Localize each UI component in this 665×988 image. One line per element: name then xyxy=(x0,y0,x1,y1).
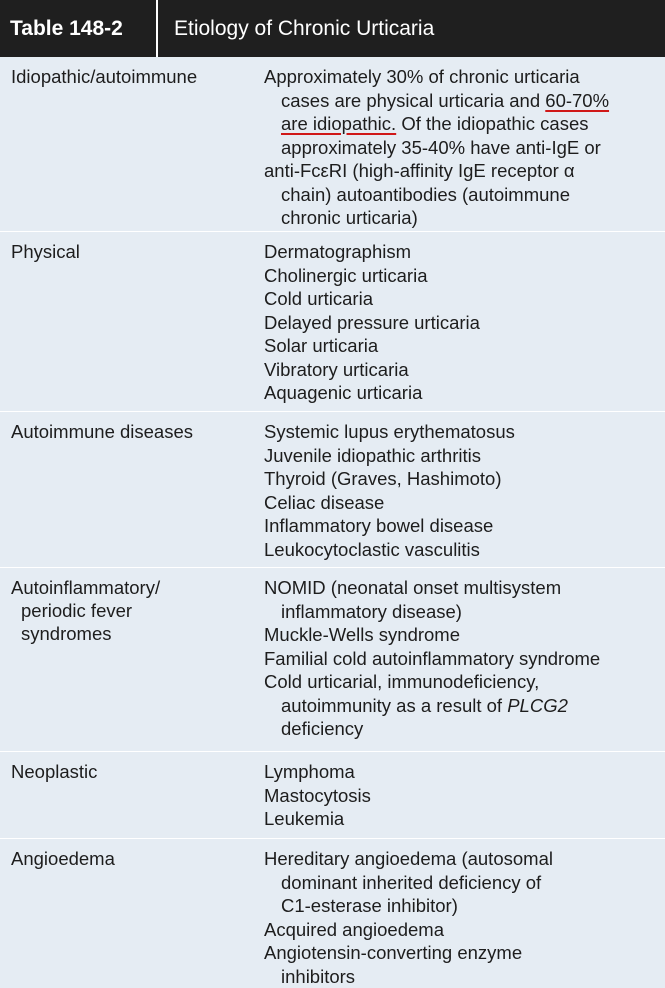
list-item: Acquired angioedema xyxy=(264,918,662,942)
text-line: Hereditary angioedema (autosomal xyxy=(264,847,662,871)
list-item: Vibratory urticaria xyxy=(264,358,662,382)
list-item: Systemic lupus erythematosus xyxy=(264,420,662,444)
category-cell xyxy=(11,760,241,783)
description-cell xyxy=(264,65,662,230)
text-line xyxy=(264,694,662,718)
highlighted-text: 60-70% xyxy=(545,90,609,111)
text-segment: autoimmunity as a result of xyxy=(281,695,502,716)
items-cell xyxy=(264,420,662,561)
description-text xyxy=(264,65,662,230)
category-cell xyxy=(11,576,241,645)
text-line: Cold urticarial, immunodeficiency, xyxy=(264,670,662,694)
gene-name: PLCG2 xyxy=(507,695,568,716)
list-item: Mastocytosis xyxy=(264,784,662,808)
category-cell xyxy=(11,65,241,88)
text-line xyxy=(264,89,662,113)
category-cell xyxy=(11,420,241,443)
text-line xyxy=(264,112,662,136)
category-cell xyxy=(11,240,241,263)
list-item xyxy=(264,670,662,741)
text-line: anti-FcεRI (high-affinity IgE receptor α xyxy=(264,159,662,183)
text-line: deficiency xyxy=(264,717,662,741)
items-cell xyxy=(264,847,662,988)
text-segment: Of the idiopathic cases xyxy=(401,113,588,134)
etiology-table xyxy=(0,57,665,985)
category-label: Neoplastic xyxy=(11,760,241,783)
text-line: chain) autoantibodies (autoimmune xyxy=(264,183,662,207)
table-row-angioedema xyxy=(0,839,665,985)
text-line: NOMID (neonatal onset multisystem xyxy=(264,576,662,600)
text-line: C1-esterase inhibitor) xyxy=(264,894,662,918)
category-label: Physical xyxy=(11,240,241,263)
list-item: Leukocytoclastic vasculitis xyxy=(264,538,662,562)
category-label: Autoimmune diseases xyxy=(11,420,241,443)
text-segment: cases are physical urticaria and xyxy=(281,90,540,111)
highlighted-text: are idiopathic. xyxy=(281,113,396,134)
table-row-neoplastic xyxy=(0,752,665,839)
text-line: Angiotensin-converting enzyme xyxy=(264,941,662,965)
table-row-autoimmune xyxy=(0,412,665,568)
text-line: inhibitors xyxy=(264,965,662,988)
list-item: Cholinergic urticaria xyxy=(264,264,662,288)
table-row-autoinflammatory xyxy=(0,568,665,752)
list-item: Cold urticaria xyxy=(264,287,662,311)
text-line: inflammatory disease) xyxy=(264,600,662,624)
list-item: Delayed pressure urticaria xyxy=(264,311,662,335)
category-label: periodic fever xyxy=(11,599,241,622)
list-item: Celiac disease xyxy=(264,491,662,515)
list-item: Inflammatory bowel disease xyxy=(264,514,662,538)
text-line: approximately 35-40% have anti-IgE or xyxy=(264,136,662,160)
items-cell xyxy=(264,576,662,741)
list-item: Dermatographism xyxy=(264,240,662,264)
category-label: syndromes xyxy=(11,622,241,645)
table-row-idiopathic xyxy=(0,57,665,232)
category-cell xyxy=(11,847,241,870)
list-item: Lymphoma xyxy=(264,760,662,784)
category-label: Idiopathic/autoimmune xyxy=(11,65,241,88)
category-label: Angioedema xyxy=(11,847,241,870)
list-item xyxy=(264,941,662,988)
list-item: Juvenile idiopathic arthritis xyxy=(264,444,662,468)
list-item: Solar urticaria xyxy=(264,334,662,358)
table-header xyxy=(0,0,665,57)
category-label: Autoinflammatory/ xyxy=(11,576,241,599)
list-item xyxy=(264,847,662,918)
list-item: Muckle-Wells syndrome xyxy=(264,623,662,647)
list-item: Thyroid (Graves, Hashimoto) xyxy=(264,467,662,491)
text-line: Approximately 30% of chronic urticaria xyxy=(264,65,662,89)
table-row-physical xyxy=(0,232,665,412)
table-number: Table 148-2 xyxy=(0,0,158,57)
text-line: dominant inherited deficiency of xyxy=(264,871,662,895)
list-item: Leukemia xyxy=(264,807,662,831)
text-line: chronic urticaria) xyxy=(264,206,662,230)
list-item: Familial cold autoinflammatory syndrome xyxy=(264,647,662,671)
list-item xyxy=(264,576,662,623)
table-title: Etiology of Chronic Urticaria xyxy=(158,17,434,41)
items-cell xyxy=(264,240,662,405)
items-cell xyxy=(264,760,662,831)
list-item: Aquagenic urticaria xyxy=(264,381,662,405)
